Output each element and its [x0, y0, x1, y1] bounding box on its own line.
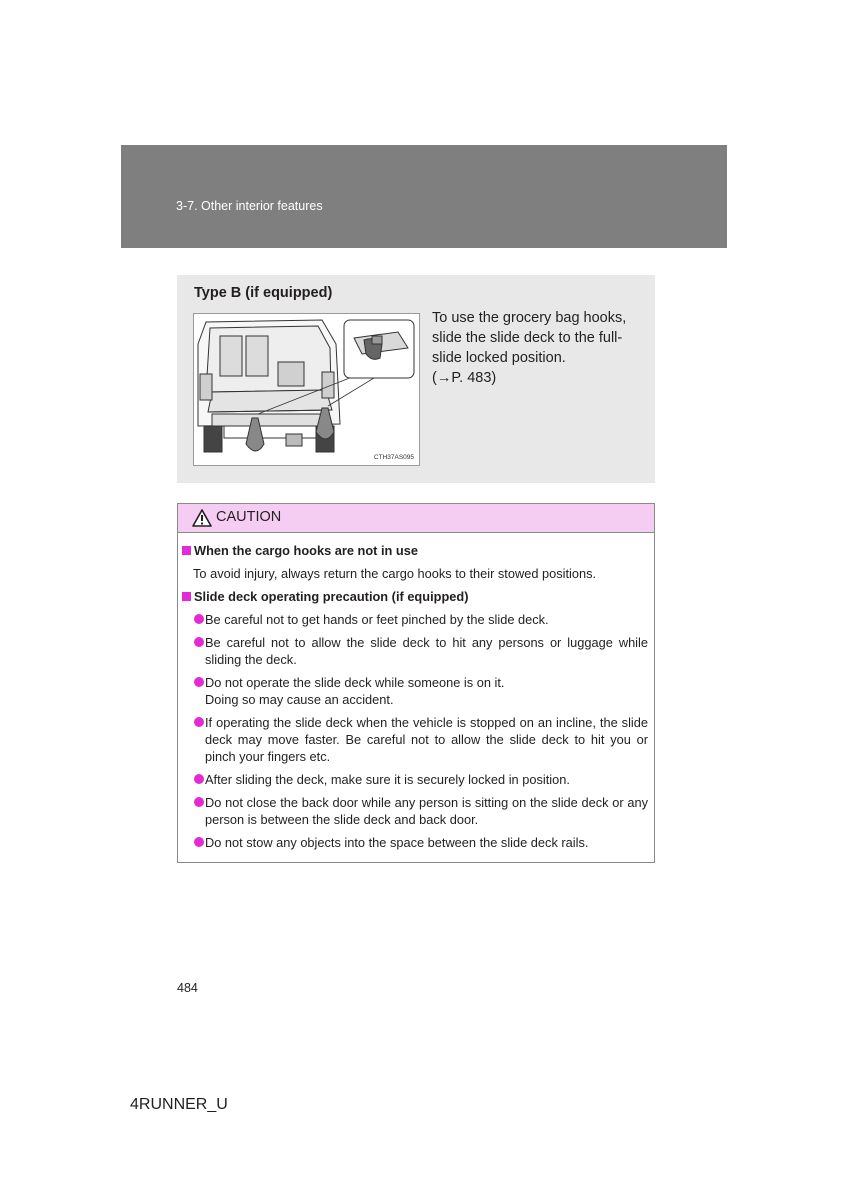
footer-model-code: 4RUNNER_U	[130, 1096, 228, 1113]
type-b-description	[432, 308, 642, 388]
caution-text: To avoid injury, always return the cargo hooks to their stowed positions.	[193, 566, 597, 581]
suv-rear-cargo-drawing	[194, 314, 419, 465]
bullet-text: Be careful not to allow the slide deck to hit any persons or luggage while sliding the deck.	[205, 635, 648, 667]
caution-bullet	[182, 634, 648, 668]
bullet-text: If operating the slide deck when the vehicle is stopped on an incline, the slide deck may move faster. Be careful not to allow the slide deck to hit you or pinch your fingers etc.	[205, 715, 648, 764]
round-bullet-icon	[194, 837, 204, 847]
caution-header	[178, 504, 654, 533]
bullet-text: Do not stow any objects into the space between the slide deck rails.	[205, 835, 589, 850]
round-bullet-icon	[194, 677, 204, 687]
square-bullet-icon	[182, 546, 191, 555]
bullet-text: Doing so may cause an accident.	[205, 692, 394, 707]
section-heading-text: When the cargo hooks are not in use	[194, 543, 418, 558]
caution-bullet	[182, 834, 648, 851]
description-line: slide the slide deck to the full-	[432, 330, 623, 346]
warning-triangle-icon	[192, 509, 212, 527]
round-bullet-icon	[194, 614, 204, 624]
section-heading-text: Slide deck operating precaution (if equipped)	[194, 589, 469, 604]
section-header-bar	[121, 145, 727, 248]
section-heading	[182, 588, 648, 605]
bullet-text: Do not operate the slide deck while someone is on it.	[205, 675, 505, 690]
round-bullet-icon	[194, 774, 204, 784]
type-b-title: Type B (if equipped)	[194, 285, 333, 301]
round-bullet-icon	[194, 637, 204, 647]
type-b-panel	[177, 275, 655, 483]
round-bullet-icon	[194, 797, 204, 807]
bullet-text: Do not close the back door while any person is sitting on the slide deck or any person is between the slide deck and back door.	[205, 795, 648, 827]
cargo-hooks-illustration	[193, 313, 420, 466]
caution-bullet	[182, 771, 648, 788]
caution-box	[177, 503, 655, 863]
description-line: slide locked position.	[432, 350, 566, 366]
caution-bullet	[182, 674, 648, 708]
caution-label: CAUTION	[216, 509, 282, 525]
bullet-text: Be careful not to get hands or feet pinched by the slide deck.	[205, 612, 549, 627]
section-title: 3-7. Other interior features	[176, 199, 323, 213]
section-heading	[182, 542, 648, 559]
page-number: 484	[177, 981, 198, 995]
illustration-code: CTH37AS095	[373, 454, 414, 461]
caution-body	[182, 542, 648, 857]
description-line: To use the grocery bag hooks,	[432, 310, 627, 326]
bullet-text: After sliding the deck, make sure it is securely locked in position.	[205, 772, 570, 787]
square-bullet-icon	[182, 592, 191, 601]
caution-bullet	[182, 794, 648, 828]
caution-bullet	[182, 714, 648, 765]
caution-bullet	[182, 611, 648, 628]
round-bullet-icon	[194, 717, 204, 727]
page-reference: (→P. 483)	[432, 370, 497, 386]
